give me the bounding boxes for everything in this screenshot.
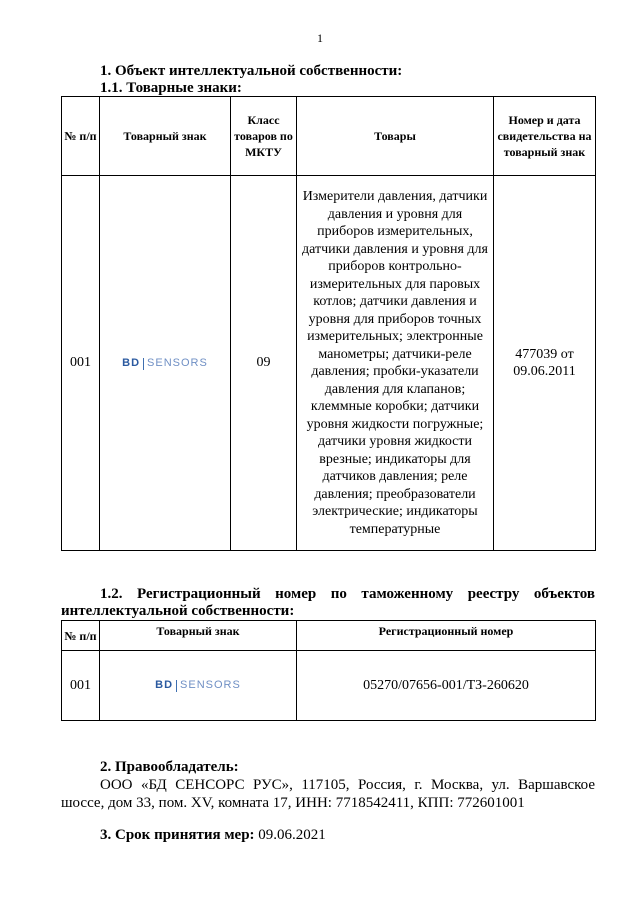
row-class: 09 xyxy=(231,176,297,551)
row-num: 001 xyxy=(62,651,100,721)
section-3 xyxy=(100,826,326,844)
table-header-row xyxy=(62,621,596,651)
col-header-reg: Регистрационный номер xyxy=(297,621,596,651)
section-1-2-heading-line2: интеллектуальной собственности: xyxy=(61,603,295,619)
col-header-num: № п/п xyxy=(62,621,100,651)
trademark-cell xyxy=(100,651,297,721)
table-row xyxy=(62,651,596,721)
bd-sensors-logo xyxy=(122,355,208,373)
logo-separator xyxy=(176,680,177,692)
section-1-heading: 1. Объект интеллектуальной собственности: xyxy=(100,63,403,79)
col-header-trademark: Товарный знак xyxy=(100,621,297,651)
col-header-num: № п/п xyxy=(62,97,100,176)
owner-line-1: ООО «БД СЕНСОРС РУС», 117105, Россия, г. Москва, ул. Варшавское xyxy=(100,777,595,793)
col-header-class: Класс товаров по МКТУ xyxy=(231,97,297,176)
row-certificate: 477039 от 09.06.2011 xyxy=(494,176,596,551)
logo-sensors-text: SENSORS xyxy=(147,356,208,369)
col-header-goods: Товары xyxy=(297,97,494,176)
row-goods: Измерители давления, датчики давления и уровня для приборов измерительных, датчики давления и уровня для приборов контрольно-измерительных для паровых котлов; датчики давления и уровня для приборов точных измерительных; электронные манометры; датчики-реле давления; пробки-указатели давления для клапанов; клеммные коробки; датчики уровня жидкости погружные; датчики уровня жидкости врезные; индикаторы для датчиков давления; реле давления; преобразователи электрические; индикаторы температурные xyxy=(297,176,494,551)
owner-line-2: шоссе, дом 33, пом. XV, комната 17, ИНН: 7718542411, КПП: 772601001 xyxy=(61,795,525,811)
logo-separator xyxy=(143,358,144,370)
col-header-trademark: Товарный знак xyxy=(100,97,231,176)
section-3-value: 09.06.2021 xyxy=(258,827,326,843)
section-2-heading: 2. Правообладатель: xyxy=(100,759,239,775)
table-row xyxy=(62,176,596,551)
trademark-cell xyxy=(100,176,231,551)
bd-sensors-logo xyxy=(155,677,241,695)
table-header-row xyxy=(62,97,596,176)
trademarks-table xyxy=(61,96,596,551)
logo-bd-text: BD xyxy=(122,356,141,369)
page-number: 1 xyxy=(317,31,323,45)
row-reg-number: 05270/07656-001/ТЗ-260620 xyxy=(297,651,596,721)
section-3-heading: 3. Срок принятия мер: xyxy=(100,827,255,843)
section-1-2-heading-line1: 1.2. Регистрационный номер по таможенному реестру объектов xyxy=(100,586,595,602)
logo-bd-text: BD xyxy=(155,679,174,692)
registration-table xyxy=(61,620,596,721)
col-header-certificate: Номер и дата свидетельства на товарный знак xyxy=(494,97,596,176)
row-num: 001 xyxy=(62,176,100,551)
logo-sensors-text: SENSORS xyxy=(180,679,241,692)
section-1-1-heading: 1.1. Товарные знаки: xyxy=(100,80,242,96)
